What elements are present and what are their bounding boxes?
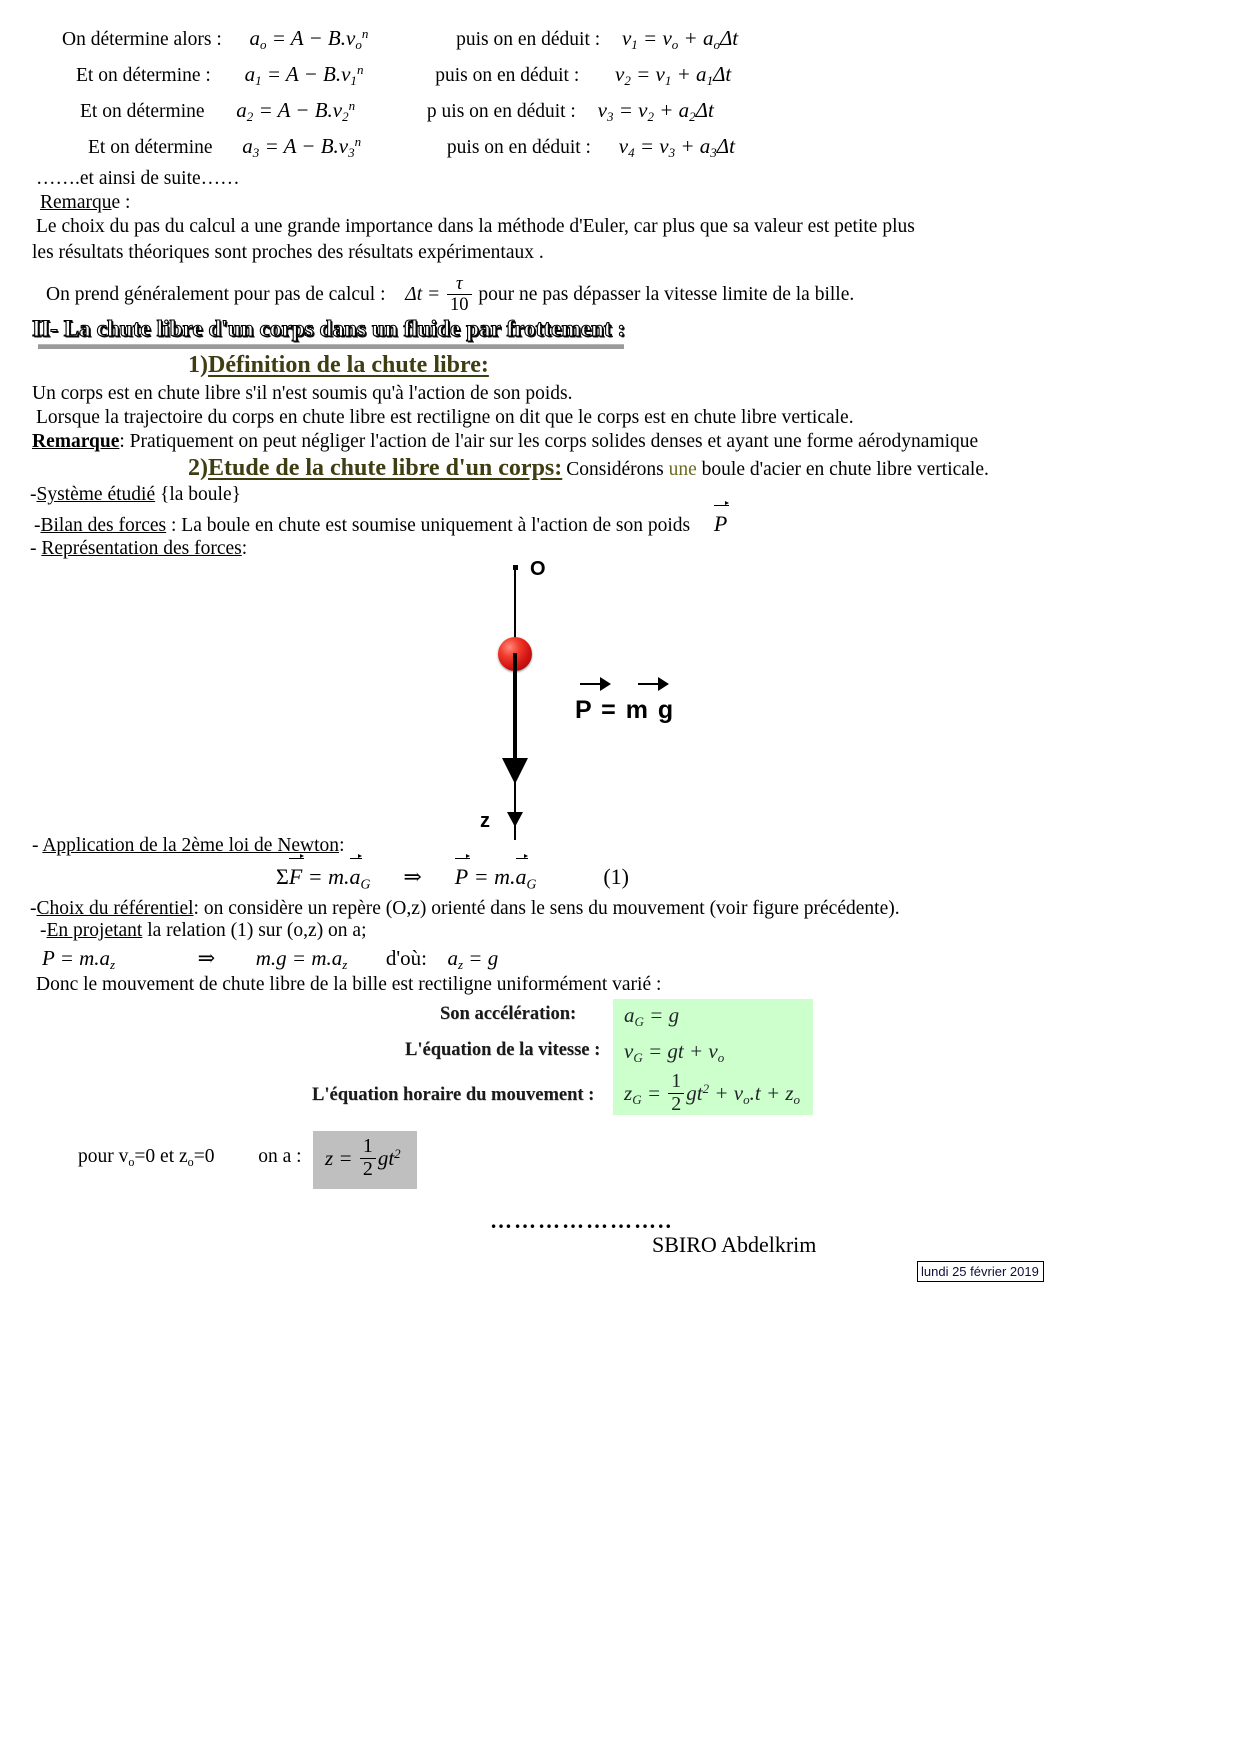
remark-2-body: : Pratiquement on peut négliger l'action de l'air sur les corps solides denses et ayant une forme aérodynamique	[119, 431, 979, 452]
special-case-ona: on a :	[258, 1146, 302, 1167]
euler-then-text: p uis on en déduit :	[426, 101, 576, 122]
section-2-rule	[38, 344, 624, 349]
z-axis-arrowhead	[507, 812, 523, 827]
remark-1-label: Remarqu	[40, 192, 112, 213]
euler-accel-equation: $a_o = A - B.v_o^n$	[249, 26, 369, 53]
author-signature: SBIRO Abdelkrim	[652, 1232, 817, 1257]
euler-lead-text: Et on détermine	[88, 137, 213, 158]
projection-body: la relation (1) sur (o,z) on a;	[147, 920, 367, 941]
weight-vector-shaft	[513, 653, 517, 763]
position-equation: $z_G$ = $\frac{1}{2}$ $gt^2 + v_o.t + z_o$	[624, 1070, 801, 1115]
representation-tail: :	[241, 538, 248, 559]
definition-line-1: Un corps est en chute libre s'il n'est soumis qu'à l'action de son poids.	[32, 383, 573, 404]
projection-equation-3: $a_z = g$	[447, 946, 499, 973]
origin-label: O	[530, 558, 546, 580]
etc-line: …….et ainsi de suite……	[36, 168, 240, 189]
euler-lead-text: Et on détermine	[80, 101, 205, 122]
step-size-denominator: 10	[447, 294, 472, 315]
acceleration-label: Son accélération:	[440, 1004, 577, 1024]
projection-dash: -	[40, 920, 47, 941]
euler-then-text: puis on en déduit :	[435, 65, 580, 86]
subsection-2-trailing-text	[566, 459, 989, 480]
special-case-equation: z = $\frac{1}{2}$ $gt^2$	[325, 1135, 401, 1180]
weight-formula-label: P = m g	[575, 696, 675, 724]
subsection-1-heading	[188, 352, 489, 379]
newton-equation-right: $P = m.a_G$	[455, 864, 537, 889]
remark-2-label: Remarque	[32, 431, 120, 452]
remark-1-line-2: les résultats théoriques sont proches des résultats expérimentaux .	[32, 242, 544, 263]
euler-lead-text: Et on détermine :	[76, 65, 211, 86]
euler-velocity-equation: $v_3 = v_2 + a_2\Delta t$	[597, 98, 714, 125]
euler-accel-equation: $a_2 = A - B.v_2^n$	[236, 98, 356, 125]
g-overarrow-head	[658, 677, 669, 691]
newton-equation-number: (1)	[603, 864, 629, 890]
newton-equation-left: $\Sigma F = m.a_G$	[276, 864, 370, 889]
projection-label: En projetant	[46, 920, 143, 941]
newton-law-heading	[32, 833, 344, 859]
referential-body: : on considère un repère (O,z) orienté dans le sens du mouvement (voir figure précédente).	[193, 898, 900, 919]
subsection-2-heading	[188, 455, 562, 481]
remark-1-label-tail: e :	[111, 192, 131, 213]
newton-tail: :	[339, 835, 345, 856]
forces-balance-line	[34, 508, 727, 539]
newton-implies-symbol: ⇒	[403, 864, 422, 890]
euler-then-text: puis on en déduit :	[446, 137, 591, 158]
newton-dash: -	[32, 835, 39, 856]
projection-implies-symbol: ⇒	[197, 946, 216, 970]
euler-accel-equation: $a_1 = A - B.v_1^n$	[244, 62, 364, 89]
step-size-tail: pour ne pas dépasser la vitesse limite de la bille.	[478, 283, 855, 305]
representation-line	[30, 536, 247, 562]
euler-step-row	[80, 98, 714, 125]
definition-line-2: Lorsque la trajectoire du corps en chute libre est rectiligne on dit que le corps est en chute libre verticale.	[36, 407, 854, 428]
system-value: {la boule}	[159, 484, 241, 505]
euler-velocity-equation: $v_2 = v_1 + a_1\Delta t$	[615, 62, 732, 89]
step-size-dt: Δt =	[405, 283, 441, 305]
euler-step-row	[76, 62, 731, 89]
special-case-lead: pour $v_o=0$ et $z_o=0$	[78, 1146, 215, 1169]
etude-text-part-1: Considérons	[566, 459, 664, 480]
step-size-lead: On prend généralement pour pas de calcul :	[46, 283, 386, 305]
euler-velocity-equation: $v_4 = v_3 + a_3\Delta t$	[618, 134, 735, 161]
p-overarrow-head	[600, 677, 611, 691]
projection-equations-row	[42, 945, 498, 973]
projection-equation-1: $P = m.a_z$	[42, 946, 116, 973]
remark-1-line-1: Le choix du pas du calcul a une grande importance dans la méthode d'Euler, car plus que sa valeur est petite plus	[36, 216, 915, 237]
forces-dash: -	[34, 515, 41, 537]
newton-equation-row	[276, 861, 629, 893]
referential-label: Choix du référentiel	[36, 898, 194, 919]
euler-then-text: puis on en déduit :	[456, 29, 601, 50]
subsection-1-title: Définition de la chute libre:	[208, 352, 489, 378]
speed-equation-label: L'équation de la vitesse :	[405, 1040, 601, 1060]
euler-step-row	[88, 134, 735, 161]
etude-text-part-2: boule d'acier en chute libre verticale.	[701, 459, 989, 480]
speed-equation: $v_G$ = gt + $v_o$	[624, 1039, 725, 1066]
euler-lead-text: On détermine alors :	[62, 29, 222, 50]
footer-dots: …………………..	[490, 1208, 673, 1233]
forces-label: Bilan des forces	[40, 515, 167, 537]
euler-velocity-equation: $v_1 = v_o + a_o\Delta t$	[621, 26, 739, 53]
date-stamp: lundi 25 février 2019	[917, 1261, 1044, 1282]
system-line	[30, 482, 241, 508]
free-fall-diagram	[420, 558, 820, 848]
weight-vector-arrowhead	[502, 758, 528, 784]
step-size-fraction	[447, 274, 472, 315]
remark-2-line	[32, 429, 1222, 455]
subsection-2-heading-row	[188, 455, 989, 482]
projection-equation-2: $m.g = m.a_z$	[255, 946, 348, 973]
projection-dou-text: d'où:	[385, 946, 427, 970]
z-axis-label: z	[480, 810, 490, 832]
newton-label: Application de la 2ème loi de Newton	[42, 835, 340, 856]
representation-dash: -	[30, 538, 37, 559]
position-equation-label: L'équation horaire du mouvement :	[312, 1085, 595, 1105]
referential-dash: -	[30, 898, 37, 919]
system-dash: -	[30, 484, 37, 505]
remark-1-heading	[40, 190, 130, 216]
euler-step-row	[62, 26, 738, 53]
special-case-fraction: $\frac{1}{2}$	[360, 1136, 376, 1180]
step-size-line	[46, 272, 855, 316]
subsection-2-number: 2)	[188, 455, 208, 481]
step-size-numerator: τ	[455, 272, 463, 294]
position-equation-fraction: $\frac{1}{2}$	[668, 1071, 684, 1115]
subsection-2-title: Etude de la chute libre d'un corps:	[208, 455, 563, 481]
special-case-row	[78, 1144, 302, 1171]
conclusion-line: Donc le mouvement de chute libre de la bille est rectiligne uniformément varié :	[36, 974, 662, 995]
system-label: Système étudié	[36, 484, 156, 505]
representation-label: Représentation des forces	[41, 538, 242, 559]
subsection-1-number: 1)	[188, 352, 208, 378]
forces-body: : La boule en chute est soumise uniquement à l'action de son poids	[171, 515, 691, 537]
projection-line	[40, 918, 367, 944]
p-overarrow-shaft	[580, 683, 602, 685]
etude-text-highlight: une	[668, 459, 697, 480]
section-2-heading: II- La chute libre d'un corps dans un fluide par frottement :	[32, 316, 626, 341]
g-overarrow-shaft	[638, 683, 660, 685]
euler-accel-equation: $a_3 = A - B.v_3^n$	[242, 134, 362, 161]
weight-vector-symbol: P	[714, 511, 727, 536]
acceleration-equation: $a_G = g$	[624, 1003, 680, 1030]
